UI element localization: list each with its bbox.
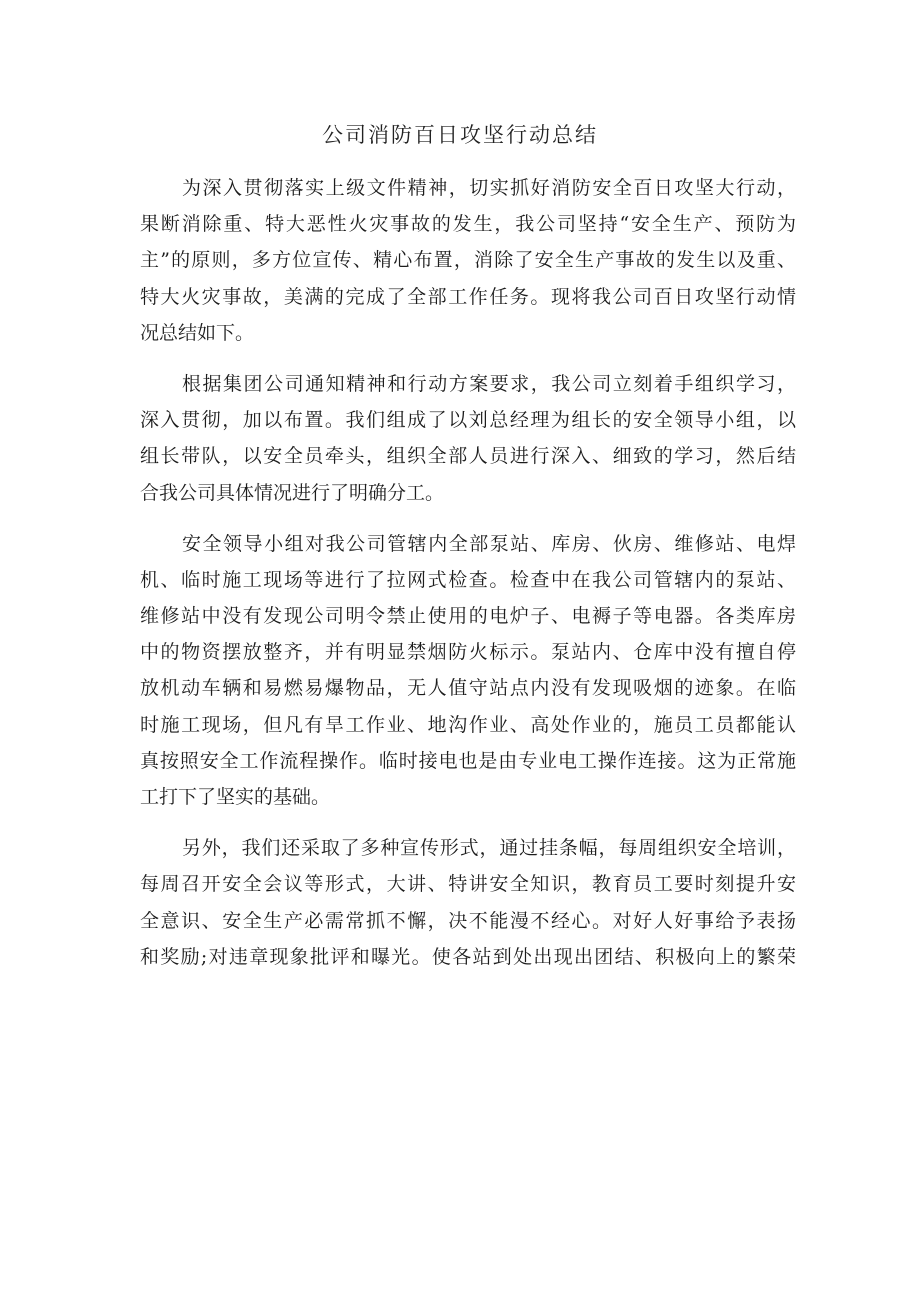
paragraph-line: 机、临时施工现场等进行了拉网式检查。检查中在我公司管辖内的泵站、 [140,568,796,591]
paragraph-line: 主”的原则，多方位宣传、精心布置，消除了安全生产事故的发生以及重、 [140,249,796,272]
paragraph-1 [140,170,796,351]
paragraph-line: 根据集团公司通知精神和行动方案要求，我公司立刻着手组织学习， [182,372,796,395]
paragraph-line: 真按照安全工作流程操作。临时接电也是由专业电工操作连接。这为正常施 [140,749,796,772]
paragraph-3 [140,526,796,816]
paragraph-line: 特大火灾事故，美满的完成了全部工作任务。现将我公司百日攻坚行动情 [140,285,796,308]
paragraph-line: 中的物资摆放整齐，并有明显禁烟防火标示。泵站内、仓库中没有擅自停 [140,641,796,664]
paragraph-line: 工打下了坚实的基础。 [140,786,331,808]
paragraph-line: 每周召开安全会议等形式，大讲、特讲安全知识，教育员工要时刻提升安 [140,873,796,896]
paragraph-line: 安全领导小组对我公司管辖内全部泵站、库房、伙房、维修站、电焊 [182,532,796,555]
paragraph-line: 为深入贯彻落实上级文件精神，切实抓好消防安全百日攻坚大行动， [182,177,796,199]
paragraph-line: 维修站中没有发现公司明令禁止使用的电炉子、电褥子等电器。各类库房 [140,605,796,628]
paragraph-2 [140,366,796,511]
paragraph-line: 另外，我们还采取了多种宣传形式，通过挂条幅，每周组织安全培训， [182,837,796,860]
paragraph-line: 组长带队，以安全员牵头，组织全部人员进行深入、细致的学习，然后结 [140,445,796,468]
paragraph-line: 放机动车辆和易燃易爆物品，无人值守站点内没有发现吸烟的迹象。在临 [140,677,796,700]
paragraph-line: 果断消除重、特大恶性火灾事故的发生，我公司坚持“安全生产、预防为 [140,213,796,236]
paragraph-line: 况总结如下。 [140,321,255,344]
paragraph-4 [140,830,796,975]
document-title: 公司消防百日攻坚行动总结 [322,123,598,147]
paragraph-line: 和奖励;对违章现象批评和曝光。使各站到处出现出团结、积极向上的繁荣 [140,945,796,968]
paragraph-line: 深入贯彻，加以布置。我们组成了以刘总经理为组长的安全领导小组，以 [140,409,796,432]
paragraph-line: 时施工现场，但凡有旱工作业、地沟作业、高处作业的，施员工员都能认 [140,713,796,736]
document-body [140,170,796,990]
paragraph-line: 全意识、安全生产必需常抓不懈，决不能漫不经心。对好人好事给予表扬 [140,909,796,932]
paragraph-line: 合我公司具体情况进行了明确分工。 [140,481,445,504]
